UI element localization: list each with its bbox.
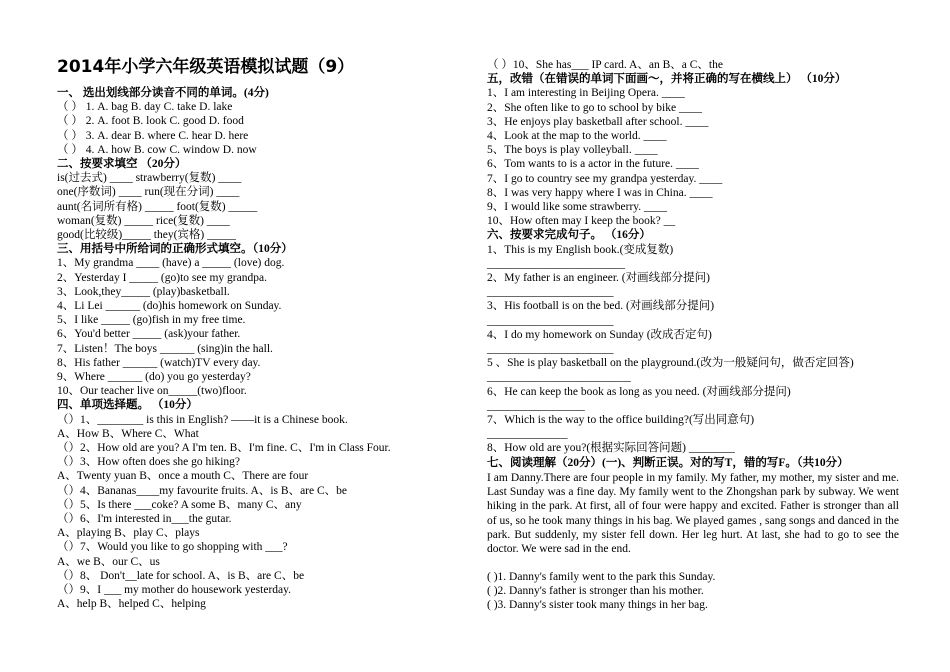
right-line: 10、How often may I keep the book? __: [487, 215, 676, 228]
left-line: 2、Yesterday I _____ (go)to see my grandpa.: [57, 271, 267, 284]
left-line: 9、Where ______ (do) you go yesterday?: [57, 371, 251, 383]
left-line: （）2、How old are you? A I'm ten. B、I'm fine. C、I'm in Class Four.: [57, 442, 391, 454]
right-line: 七、阅读理解（20分）(一)、判断正误。对的写T，错的写F。（共10分）: [487, 456, 849, 469]
left-line: is(过去式) ____ strawberry(复数) ____: [57, 172, 242, 185]
left-line: （ ） 3. A. dear B. where C. hear D. here: [57, 129, 249, 142]
question-line: ( )3. Danny's sister took many things in her bag.: [487, 599, 708, 612]
right-line: 五，改错（在错误的单词下面画～，并将正确的写在横线上） （10分）: [487, 73, 847, 86]
left-line: A、help B、helped C、helping: [57, 598, 206, 611]
left-line: 三、用括号中所给词的正确形式填空。（10分）: [57, 243, 293, 256]
left-line: 10、Our teacher live on_____(two)floor.: [57, 385, 247, 398]
right-line: 4、Look at the map to the world. ____: [487, 130, 667, 142]
right-line: _________________: [487, 399, 585, 412]
left-line: （）9、I ___ my mother do housework yesterday.: [57, 584, 292, 596]
left-line: one(序数词) ____ run(现在分词) ____: [57, 186, 240, 199]
left-line: （）4、Bananas____my favourite fruits. A、is B、are C、be: [57, 484, 348, 497]
left-line: （）7、Would you like to go shopping with ___?: [57, 541, 288, 554]
left-line: 8、His father ______ (watch)TV every day.: [57, 356, 261, 369]
left-line: 7、Listen！The boys ______ (sing)in the hall.: [57, 342, 273, 355]
left-line: aunt(名词所有格) _____ foot(复数) _____: [57, 200, 258, 213]
left-line: 6、You'd better _____ (ask)your father.: [57, 328, 241, 341]
left-line: A、Twenty yuan B、once a mouth C、There are four: [57, 470, 309, 483]
right-line: 8、How old are you?(根据实际回答问题) ________: [487, 442, 735, 455]
right-line: 6、Tom wants to is a actor in the future. ____: [487, 158, 699, 171]
left-line: 3、Look,they_____ (play)basketball.: [57, 285, 230, 298]
right-line: 1、This is my English book.(变成复数): [487, 243, 674, 256]
right-line: 1、I am interesting in Beijing Opera. ____: [487, 87, 685, 100]
right-line: ______________: [487, 428, 568, 441]
right-line: 9、I would like some strawberry. ____: [487, 201, 668, 213]
right-line: 4、I do my homework on Sunday (改成否定句): [487, 328, 712, 341]
right-line: ______________________: [487, 286, 614, 299]
right-line: ______________________: [487, 314, 614, 327]
reading-passage: I am Danny.There are four people in my family. My father, my mother, my sister and me. Last Sunday was a fine day. My family went to the Zhongshan park by subway. We went hiking in the park. At first, all of four were happy and excited. Father is stronger than all of us, so he took many things in his bag. We played games , sang songs and danced in the park. But suddenly, my sister fell down. Her leg hurt. At last, she had to go to see the doctor. We were sad in the end.: [487, 472, 899, 556]
right-line: 2、She often like to go to school by bike ____: [487, 101, 702, 114]
right-line: 3、He enjoys play basketball after school. ____: [487, 115, 709, 128]
left-line: （ ） 1. A. bag B. day C. take D. lake: [57, 101, 233, 114]
left-line: 5、I like _____ (go)fish in my free time.: [57, 314, 246, 327]
right-line: 3、His football is on the bed. (对画线部分提问): [487, 300, 715, 313]
left-line: 四、单项选择题。 （10分）: [57, 399, 198, 412]
left-line: woman(复数) _____ rice(复数) ____: [57, 214, 230, 227]
right-line: 7、I go to country see my grandpa yesterday. ____: [487, 172, 723, 185]
right-line: 5、The boys is play volleyball. ____: [487, 144, 658, 157]
right-line: 7、Which is the way to the office building?(写出同意句): [487, 414, 755, 426]
left-line: （）5、Is there ___coke? A some B、many C、any: [57, 498, 302, 511]
left-line: good(比较级)_____ they(宾格) _____: [57, 229, 236, 241]
left-line: A、How B、Where C、What: [57, 427, 199, 440]
right-line: 六、按要求完成句子。 （16分）: [487, 229, 651, 242]
left-line: 1、My grandma ____ (have) a _____ (love) dog.: [57, 257, 285, 270]
right-line: 8、I was very happy where I was in China. ____: [487, 186, 713, 199]
page-title: 2014年小学六年级英语模拟试题（9）: [57, 57, 355, 77]
question-line: ( )2. Danny's father is stronger than his mother.: [487, 585, 704, 598]
left-line: A、playing B、play C、plays: [57, 527, 200, 540]
left-line: （）6、I'm interested in___the gutar.: [57, 513, 232, 525]
left-line: A、we B、our C、us: [57, 555, 160, 568]
left-line: （）1、________ is this in English? ——it is a Chinese book.: [57, 413, 348, 426]
right-line: 2、My father is an engineer. (对画线部分提问): [487, 272, 710, 284]
question-line: ( )1. Danny's family went to the park this Sunday.: [487, 571, 716, 583]
left-line: （）8、 Don't__late for school. A、is B、are C、be: [57, 569, 305, 582]
right-line: _________________________: [487, 371, 631, 384]
left-line: （ ） 2. A. foot B. look C. good D. food: [57, 115, 244, 128]
right-line: 5 、She is play basketball on the playground.(改为一般疑问句，做否定回答): [487, 357, 854, 370]
right-line: （ ）10、She has___ IP card. A、an B、a C、the: [487, 59, 723, 71]
left-line: 4、Li Lei ______ (do)his homework on Sunday.: [57, 300, 282, 312]
left-line: 二、按要求填空 （20分）: [57, 158, 187, 170]
left-line: （ ） 4. A. how B. cow C. window D. now: [57, 143, 257, 156]
right-line: 6、He can keep the book as long as you need. (对画线部分提问): [487, 385, 791, 398]
right-line: ________________________: [487, 257, 625, 270]
left-line: （）3、How often does she go hiking?: [57, 456, 241, 469]
left-line: 一、 选出划线部分读音不同的单词。(4分): [57, 87, 269, 99]
right-line: ______________________: [487, 343, 614, 355]
